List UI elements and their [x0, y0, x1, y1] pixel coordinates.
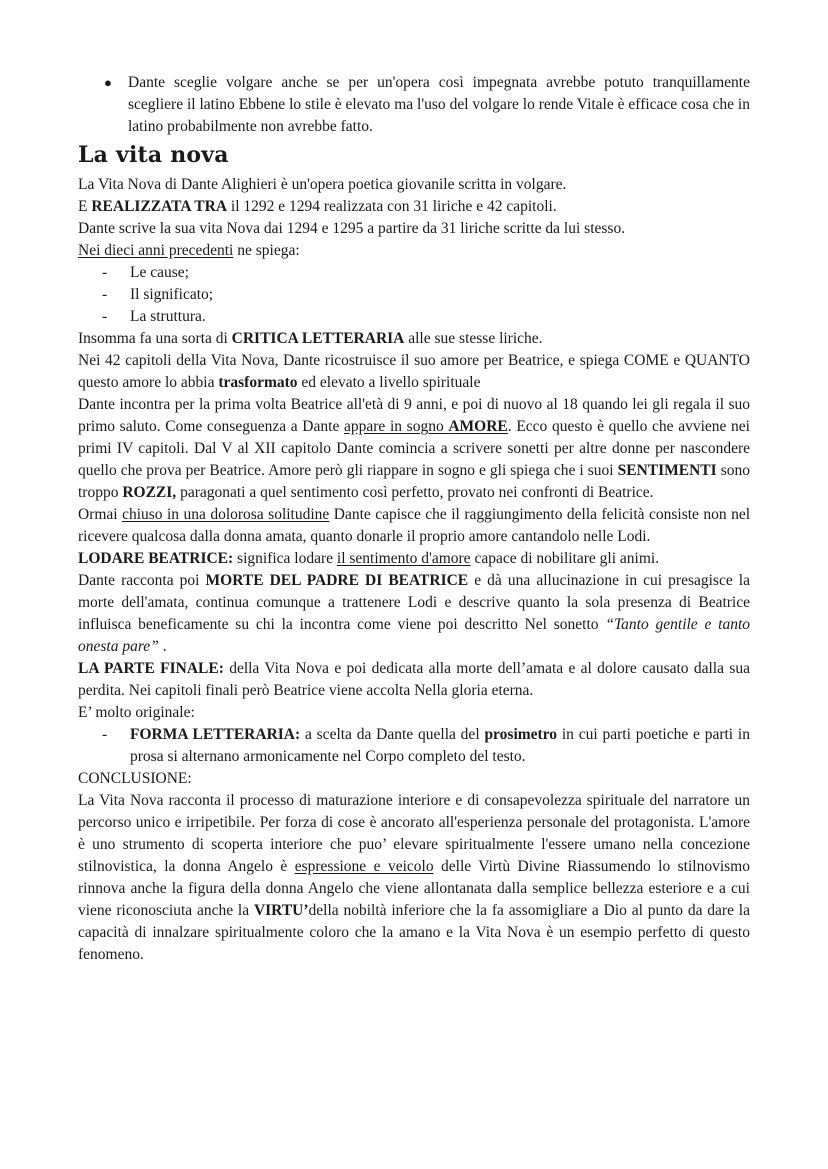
- paragraph-realizzata: [78, 196, 750, 218]
- text-run: delle Virtù Divine Riassumendo lo stilnovismo rinnova anche la figura della donna Angelo che viene allontanata dalla semplice bellezza esteriore e a cui viene riconosciuta anche la: [78, 858, 750, 919]
- paragraph-dieci-anni: [78, 240, 750, 262]
- text-run: La Vita Nova racconta il processo di maturazione interiore e di consapevolezza spirituale del narratore un percorso unico e irripetibile. Per forza di cose è ancorato all'esperienza personale del protagonista. L'amore è uno strumento di scoperta interiore che puo’ elevare spiritualmente l'essere umano nella concezione stilnovistica, la donna Angelo è: [78, 792, 750, 875]
- text-run: significa lodare: [233, 550, 337, 567]
- text-run: in cui parti poetiche e parti in prosa si alternano armonicamente nel Corpo completo del testo.: [130, 726, 750, 765]
- italic-run: “Tanto gentile e tanto onesta pare”: [78, 616, 751, 655]
- text-run: della Vita Nova e poi dedicata alla morte dell’amata e al dolore causato dalla sua perdita. Nei capitoli finali però Beatrice viene accolta Nella gloria eterna.: [78, 660, 750, 699]
- bold-run: CRITICA LETTERARIA: [231, 330, 405, 347]
- paragraph-solitudine: [78, 504, 750, 548]
- paragraph-incontro: [78, 394, 750, 504]
- list-item: [102, 284, 750, 306]
- bold-run: LODARE BEATRICE:: [78, 550, 234, 567]
- paragraph-capitoli: [78, 350, 750, 394]
- text-run: alle sue stesse liriche.: [404, 330, 543, 347]
- paragraph-conclusione-label: CONCLUSIONE:: [78, 770, 192, 787]
- paragraph-scrive: Dante scrive la sua vita Nova dai 1294 e 1295 a partire da 31 liriche scritte da lui stesso.: [78, 220, 626, 237]
- text-run: il 1292 e 1294 realizzata con 31 liriche e 42 capitoli.: [227, 198, 557, 215]
- intro-bullet-text: Dante sceglie volgare anche se per un'opera così impegnata avrebbe potuto tranquillamente scegliere il latino Ebbene lo stile è elevato ma l'uso del volgare lo rende Vitale è efficace cosa che in latino probabilmente non avrebbe fatto.: [128, 74, 750, 135]
- bold-run: MORTE DEL PADRE DI BEATRICE: [205, 572, 469, 589]
- bold-run: trasformato: [218, 374, 298, 391]
- text-run: .: [158, 638, 167, 655]
- text-run: Ormai: [78, 506, 123, 523]
- intro-bullet-item: [78, 72, 750, 138]
- bold-run: SENTIMENTI: [617, 462, 717, 479]
- dash-marker: -: [102, 308, 108, 325]
- section-heading: La vita nova: [78, 142, 229, 168]
- text-run: capace di nobilitare gli animi.: [470, 550, 660, 567]
- text-run: e dà una allucinazione in cui presagisce la morte dell'amata, continua comunque a trattenere Lodi e descrive quanto la sola presenza di Beatrice influisca beneficamente su chi la incontra come viene poi descritto Nel sonetto: [78, 572, 750, 633]
- underlined-run: espressione e veicolo: [294, 858, 434, 875]
- dash-list: [78, 724, 750, 768]
- bold-run: LA PARTE FINALE:: [78, 660, 224, 677]
- text-run: Dante capisce che il raggiungimento della felicità consiste non nel ricevere qualcosa dalla donna amata, quanto donarle il proprio amore cantandolo nelle Lodi.: [78, 506, 751, 545]
- text-run: a scelta da Dante quella del: [300, 726, 485, 743]
- bold-run: VIRTU’: [253, 902, 309, 919]
- paragraph-conclusione: [78, 790, 750, 966]
- underlined-run: appare in sogno: [343, 418, 449, 435]
- text-run: . Ecco questo è quello che avviene nei primi IV capitoli. Dal V al XII capitolo Dante comincia a scrivere sonetti per altre donne per nascondere quello che prova per Beatrice. Amore però gli riappare in sogno e gli spiega che i suoi: [78, 418, 750, 479]
- list-item-text: Il significato;: [130, 286, 214, 303]
- text-run: Dante incontra per la prima volta Beatrice all'età di 9 anni, e poi di nuovo al 18 quando lei gli regala il suo primo saluto. Come conseguenza a Dante: [78, 396, 750, 435]
- list-item: [102, 306, 750, 328]
- text-run: Nei 42 capitoli della Vita Nova, Dante ricostruisce il suo amore per Beatrice, e spiega COME e QUANTO questo amore lo abbia: [78, 352, 750, 391]
- paragraph-morte-padre: [78, 570, 750, 658]
- text-run: ed elevato a livello spirituale: [297, 374, 481, 391]
- bold-run: prosimetro: [484, 726, 558, 743]
- bold-underlined-run: AMORE: [448, 418, 508, 435]
- text-run: Insomma fa una sorta di: [78, 330, 232, 347]
- dash-marker: -: [102, 264, 108, 281]
- text-run: Dante racconta poi: [78, 572, 206, 589]
- bold-run: FORMA LETTERARIA:: [130, 726, 301, 743]
- bold-run: REALIZZATA TRA: [91, 198, 228, 215]
- list-item: [102, 262, 750, 284]
- paragraph-originale: E’ molto originale:: [78, 704, 195, 721]
- bold-run: ROZZI,: [122, 484, 177, 501]
- underlined-run: chiuso in una dolorosa solitudine: [122, 506, 330, 523]
- text-run: E: [78, 198, 92, 215]
- paragraph-intro: La Vita Nova di Dante Alighieri è un'opera poetica giovanile scritta in volgare.: [78, 176, 567, 193]
- underlined-run: Nei dieci anni precedenti: [78, 242, 234, 259]
- dash-marker: -: [102, 286, 108, 303]
- dash-list: [78, 262, 750, 328]
- list-item-text: La struttura.: [130, 308, 206, 325]
- list-item-text: Le cause;: [130, 264, 189, 281]
- bullet-dot-icon: ●: [104, 75, 112, 90]
- paragraph-critica: [78, 328, 750, 350]
- paragraph-lodare: [78, 548, 750, 570]
- text-run: paragonati a quel sentimento così perfetto, provato nei confronti di Beatrice.: [176, 484, 654, 501]
- list-item: [102, 724, 750, 768]
- text-run: sono troppo: [78, 462, 750, 501]
- underlined-run: il sentimento d'amore: [336, 550, 471, 567]
- text-run: ne spiega:: [233, 242, 300, 259]
- text-run: della nobiltà inferiore che la fa assomigliare a Dio al punto da dare la capacità di innalzare spiritualmente coloro che la amano e la Vita Nova è un esempio perfetto di questo fenomeno.: [78, 902, 750, 963]
- paragraph-parte-finale: [78, 658, 750, 702]
- dash-marker: -: [102, 726, 108, 743]
